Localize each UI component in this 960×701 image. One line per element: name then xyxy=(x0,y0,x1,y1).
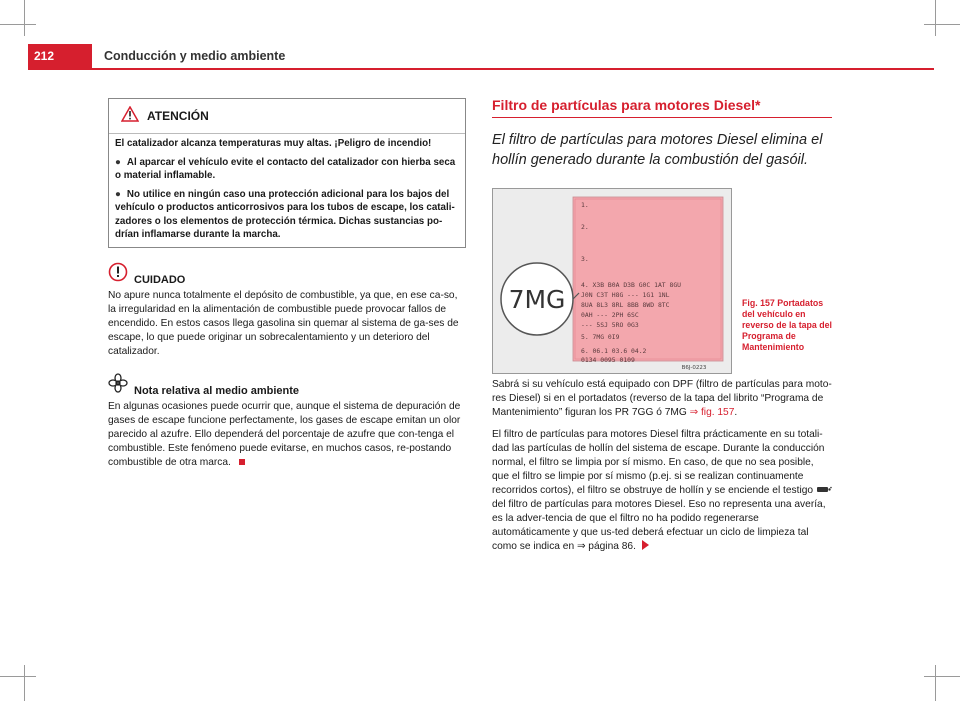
crop-mark xyxy=(924,676,960,677)
figure-text-line: 2. xyxy=(581,223,589,231)
page-number: 212 xyxy=(28,44,92,68)
figure-link[interactable]: ⇒ fig. 157 xyxy=(689,407,735,418)
paragraph-text: Sabrá si su vehículo está equipado con DPF (filtro de partículas para moto-res Diesel) si en el portadatos (reverso de la tapa del librito “Programa de Mantenimiento” figuran los PR 7GG ó 7MG xyxy=(492,379,832,418)
section-title: Filtro de partículas para motores Diesel* xyxy=(492,98,832,118)
paragraph-text: El filtro de partículas para motores Diesel filtra prácticamente en su totali-dad las partículas de hollín del sistema de escape. Durante la conducción normal, el filtro se limpia por sí mismo. En caso, de que no sea posible, que el filtro se limpie por sí mismo (p.ej. si se realizan continuamente recorridos cortos), el filtro se obstruye de hollín y se enciende el testigo xyxy=(492,429,825,496)
warning-triangle-icon xyxy=(121,106,139,127)
figure-text-line: J0N C3T H8G --- 1G1 1NL xyxy=(581,291,670,299)
environment-section xyxy=(108,373,466,470)
warning-bullet-text: Al aparcar el vehículo evite el contacto del catalizador con hierba seca o material inflamable. xyxy=(115,156,456,181)
crop-mark xyxy=(935,0,936,36)
section-subtitle: El filtro de partículas para motores Diesel elimina el hollín generado durante la combustión del gasóil. xyxy=(492,132,823,168)
crop-mark xyxy=(0,676,36,677)
caution-title: CUIDADO xyxy=(134,273,186,286)
figure-text-line: 8UA 8L3 8RL 8BB 8WD 8TC xyxy=(581,301,670,309)
figure-caption: Fig. 157 Portadatos del vehículo en reverso de la tapa del Programa de Mantenimiento xyxy=(742,298,832,352)
warning-bullet-text: No utilice en ningún caso una protección adicional para los bajos del vehículo o productos anticorrosivos para los tubos de escape, los catali-zadores o los elementos de protección térmica. Dichas sustancias po-drían inflamarse durante la marcha. xyxy=(115,188,455,240)
figure-big-label: 7MG xyxy=(508,285,566,314)
figure-text-line: 5. 7MG 0I9 xyxy=(581,333,620,341)
dpf-warning-lamp-icon xyxy=(816,485,832,494)
figure-text-line: 3. xyxy=(581,255,589,263)
figure-text-line: 0AH --- 2PH 6SC xyxy=(581,311,639,319)
bullet-icon: ● xyxy=(115,156,121,168)
caution-icon xyxy=(108,262,128,287)
paragraph-dpf-function xyxy=(492,428,832,554)
crop-mark xyxy=(935,665,936,701)
warning-title: ATENCIÓN xyxy=(147,109,209,123)
caution-section xyxy=(108,262,466,359)
environment-text xyxy=(108,400,466,470)
end-marker-icon xyxy=(239,459,245,465)
warning-bullet xyxy=(115,156,459,183)
figure-row xyxy=(492,188,832,378)
caution-header xyxy=(108,262,466,287)
crop-mark xyxy=(0,24,36,25)
warning-body xyxy=(109,134,465,247)
figure-text-line: 0134 0095 0109 xyxy=(581,356,635,364)
environment-text-body: En algunas ocasiones puede ocurrir que, aunque el sistema de depuración de gases de escape funcione perfectamente, los gases de escape emitan un olor parecido al azufre. Ello dependerá del porcentaje de azufre que con-tenga el combustible. Este fenómeno puede evitarse, en muchos casos, re-postando combustible de otra marca. xyxy=(108,400,461,468)
paragraph-text: del filtro de partículas para motores Diesel. Eso no representa una avería, es la adver-tencia de que el filtro no ha podido regenerarse automáticamente y que us-ted deberá efectuar un ciclo de limpieza tal como se indica en ⇒ página 86. xyxy=(492,499,826,552)
warning-intro: El catalizador alcanza temperaturas muy altas. ¡Peligro de incendio! xyxy=(115,138,432,149)
figure-157 xyxy=(492,188,732,374)
header-rule xyxy=(28,68,934,70)
figure-image xyxy=(493,189,731,373)
right-column xyxy=(492,98,832,562)
continue-arrow-icon xyxy=(642,540,649,550)
warning-header xyxy=(109,99,465,134)
figure-text-line: 1. xyxy=(581,201,589,209)
figure-text-line: 4. X3B B0A D3B G0C 1AT 8GU xyxy=(581,281,682,289)
paragraph-text: . xyxy=(734,407,738,418)
environment-title: Nota relativa al medio ambiente xyxy=(134,384,300,397)
paragraph-dpf-check xyxy=(492,378,832,420)
crop-mark xyxy=(24,0,25,36)
crop-mark xyxy=(24,665,25,701)
figure-code: B6J-0223 xyxy=(681,365,707,371)
crop-mark xyxy=(924,24,960,25)
figure-text-line: --- 5SJ 5RO 0G3 xyxy=(581,321,639,329)
caution-text: No apure nunca totalmente el depósito de combustible, ya que, en ese ca-so, la irregularidad en la alimentación de combustible puede provocar fallos de encendido. En estos casos llega gasolina sin quemar al sistema de ga-ses de escape, lo que puede originar un sobrecalentamiento y un deterioro del catalizador. xyxy=(108,289,459,357)
chapter-title: Conducción y medio ambiente xyxy=(104,49,286,63)
flower-icon xyxy=(108,373,128,398)
warning-bullet xyxy=(115,188,459,242)
warning-box xyxy=(108,98,466,248)
bullet-icon: ● xyxy=(115,188,121,200)
environment-header xyxy=(108,373,466,398)
left-column xyxy=(108,98,466,470)
figure-text-line: 6. 06.1 03.6 04.2 xyxy=(581,347,647,355)
